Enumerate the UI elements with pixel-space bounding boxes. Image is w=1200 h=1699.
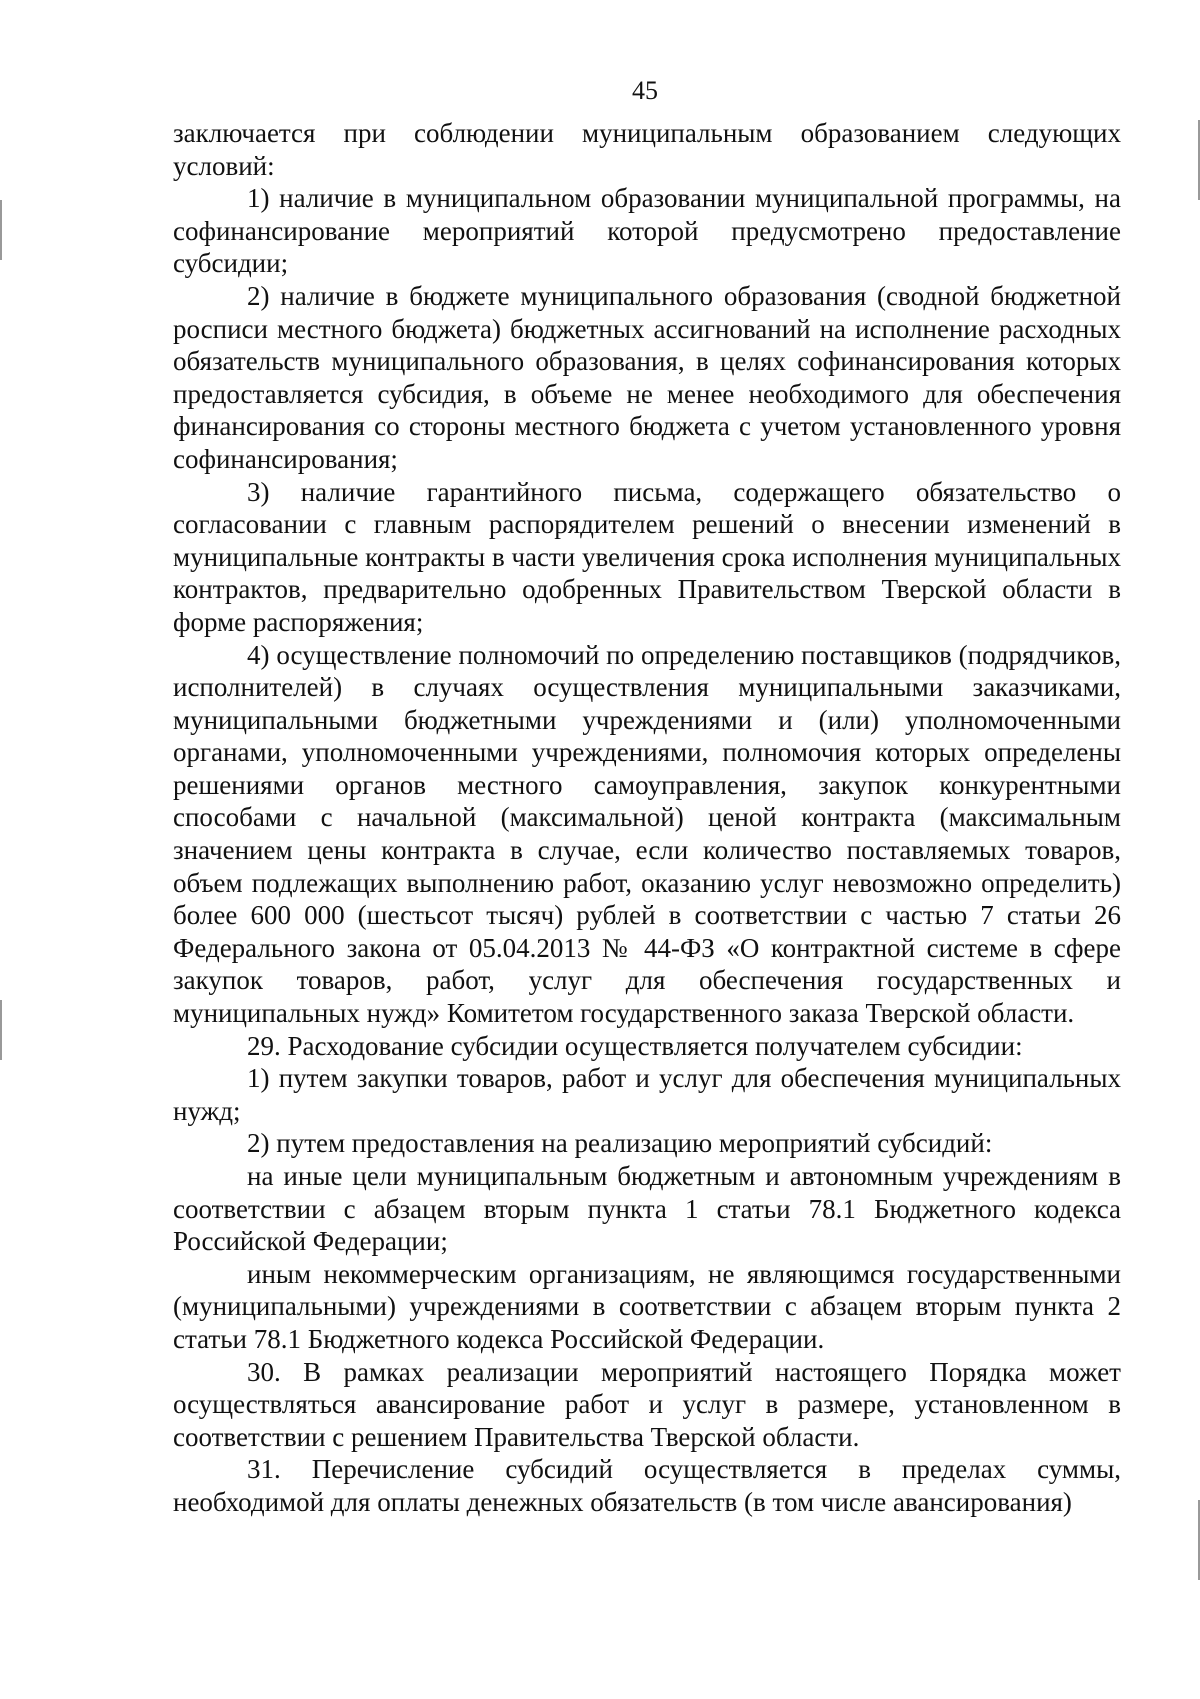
scan-edge-mark <box>0 200 2 260</box>
paragraph-clause-29-item-2: 2) путем предоставления на реализацию мероприятий субсидий: <box>247 1128 993 1159</box>
paragraph-clause-29-item-1: 1) путем закупки товаров, работ и услуг для обеспечения муниципальных нужд; <box>173 1063 1121 1126</box>
paragraph-intro-continuation: заключается при соблюдении муниципальным образованием следующих условий: <box>173 118 1121 181</box>
scan-edge-mark <box>0 1000 2 1060</box>
paragraph-condition-4: 4) осуществление полномочий по определению поставщиков (подрядчиков, исполнителей) в случаях осуществления муниципальными заказчиками, муниципальными бюджетными учреждениями и (или) уполномоченными органами, уполномоченными учреждениями, полномочия которых определены решениями органов местного самоуправления, закупок конкурентными способами с начальной (максимальной) ценой контракта (максимальным значением цены контракта в случае, если количество поставляемых товаров, объем подлежащих выполнению работ, оказанию услуг невозможно определить) более 600 000 (шестьсот тысяч) рублей в соответствии с частью 7 статьи 26 Федерального закона от 05.04.2013 № 44-ФЗ «О контрактной системе в сфере закупок товаров, работ, услуг для обеспечения государственных и муниципальных нужд» Комитетом государственного заказа Тверской области. <box>173 639 1121 1029</box>
paragraph-clause-30: 30. В рамках реализации мероприятий настоящего Порядка может осуществляться авансирование работ и услуг в размере, установленном в соответствии с решением Правительства Тверской области. <box>173 1356 1121 1452</box>
document-body <box>173 117 1121 1519</box>
page-number: 45 <box>632 76 658 105</box>
paragraph-clause-29: 29. Расходование субсидии осуществляется получателем субсидии: <box>247 1030 1023 1061</box>
paragraph-clause-29-item-2-b: иным некоммерческим организациям, не являющимся государственными (муниципальными) учреждениями в соответствии с абзацем вторым пункта 2 статьи 78.1 Бюджетного кодекса Российской Федерации. <box>173 1258 1121 1354</box>
paragraph-condition-1: 1) наличие в муниципальном образовании муниципальной программы, на софинансирование мероприятий которой предусмотрено предоставление субсидии; <box>173 183 1121 279</box>
paragraph-clause-31: 31. Перечисление субсидий осуществляется в пределах суммы, необходимой для оплаты денежных обязательств (в том числе авансирования) <box>173 1454 1121 1517</box>
paragraph-clause-29-item-2-a: на иные цели муниципальным бюджетным и автономным учреждениям в соответствии с абзацем вторым пункта 1 статьи 78.1 Бюджетного кодекса Российской Федерации; <box>173 1161 1121 1257</box>
paragraph-condition-2: 2) наличие в бюджете муниципального образования (сводной бюджетной росписи местного бюджета) бюджетных ассигнований на исполнение расходных обязательств муниципального образования, в целях софинансирования которых предоставляется субсидия, в объеме не менее необходимого для обеспечения финансирования со стороны местного бюджета с учетом установленного уровня софинансирования; <box>173 280 1121 474</box>
paragraph-condition-3: 3) наличие гарантийного письма, содержащего обязательство о согласовании с главным распорядителем решений о внесении изменений в муниципальные контракты в части увеличения срока исполнения муниципальных контрактов, предварительно одобренных Правительством Тверской области в форме распоряжения; <box>173 476 1121 637</box>
